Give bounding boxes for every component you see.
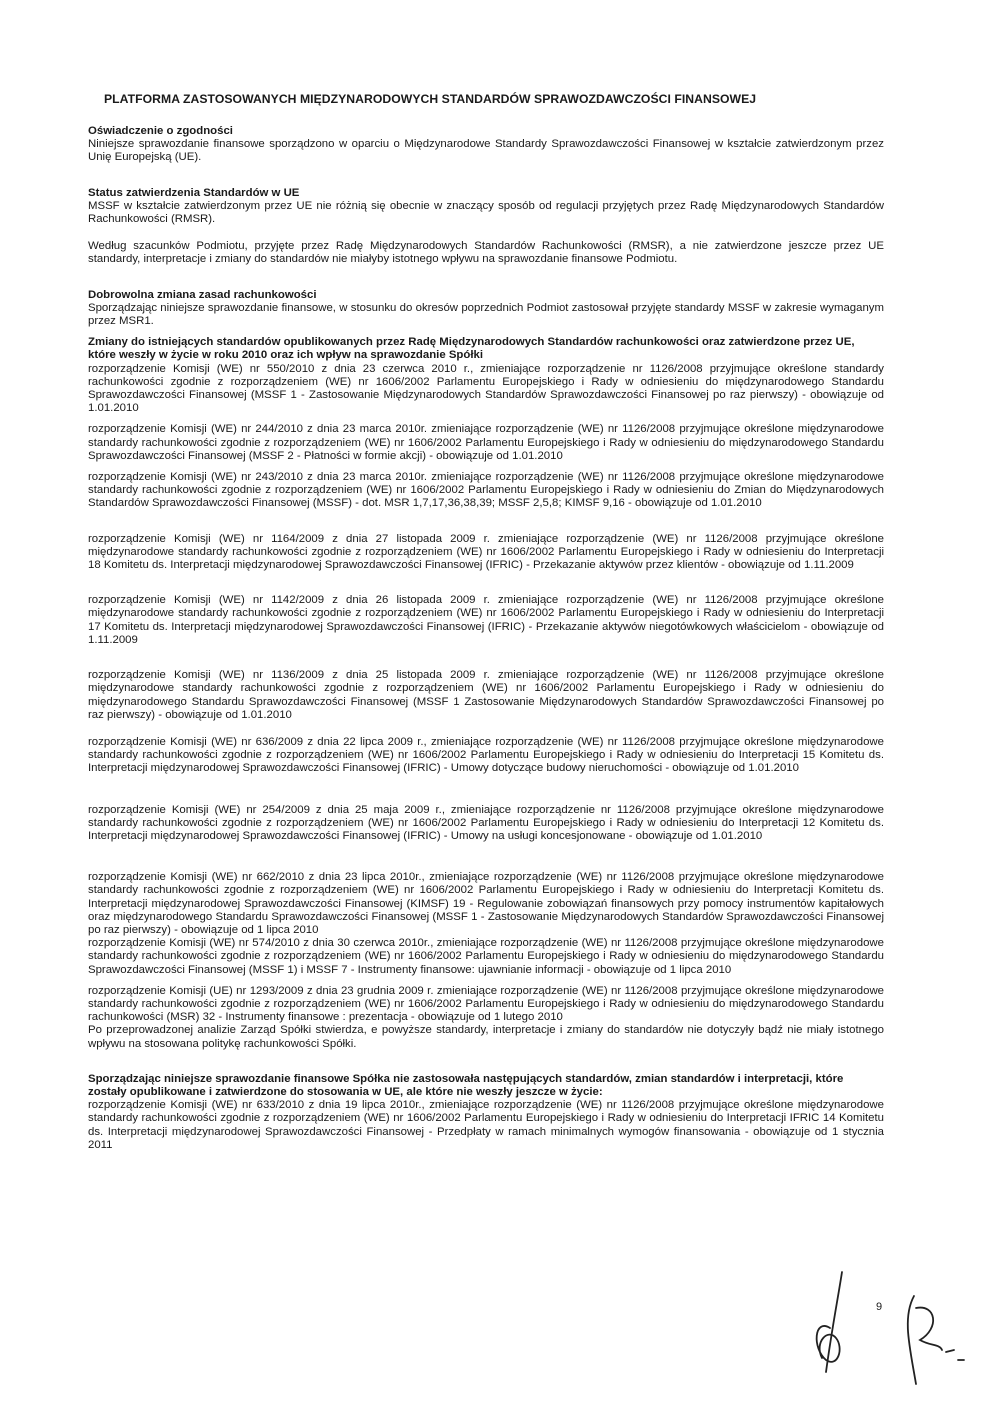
document-title: PLATFORMA ZASTOSOWANYCH MIĘDZYNARODOWYCH STANDARDÓW SPRAWOZDAWCZOŚCI FINANSOWEJ (104, 92, 757, 106)
regulation-item: rozporządzenie Komisji (WE) nr 574/2010 z dnia 30 czerwca 2010r., zmieniające rozporządzenie (WE) nr 1126/2008 przyjmujące określone międzynarodowe standardy rachunkowości zgodnie z rozporządzeniem (WE) nr 1606/2002 Parlamentu Europejskiego i Rady w odniesieniu do międzynarodowego Standardu Sprawozdawczości Finansowej (MSSF 1) i MSSF 7 - Instrumenty finansowe: ujawnianie informacji - obowiązuje od 1 lipca 2010 (88, 937, 884, 976)
paragraph: Sporządzając niniejsze sprawozdanie finansowe, w stosunku do okresów poprzednich Podmiot zastosował przyjęte standardy MSSF w zakresie wymaganym przez MSR1. (88, 301, 884, 328)
regulation-item: rozporządzenie Komisji (WE) nr 1164/2009 z dnia 27 listopada 2009 r. zmieniające rozporządzenie (WE) nr 1126/2008 przyjmujące określone międzynarodowe standardy rachunkowości zgodnie z rozporządzeniem (WE) nr 1606/2002 Parlamentu Europejskiego i Rady w odniesieniu do Interpretacji 18 Komitetu ds. Interpretacji międzynarodowej Sprawozdawczości Finansowej (IFRIC) - Przekazanie aktywów przez klientów - obowiązuje od 1.11.2009 (88, 532, 884, 572)
paragraph: Według szacunków Podmiotu, przyjęte przez Radę Międzynarodowych Standardów Rachunkowości (RMSR), a nie zatwierdzone jeszcze przez UE standardy, interpretacje i zmiany do standardów nie miałyby istotnego wpływu na sprawozdanie finansowe Podmiotu. (88, 240, 884, 266)
section-title: Sporządzając niniejsze sprawozdanie finansowe Spółka nie zastosowała następujących standardów, zmian standardów i interpretacji, które zostały opublikowane i zatwierdzone do stosowania w UE, ale które nie weszły jeszcze w życie: (88, 1072, 844, 1098)
regulation-item: rozporządzenie Komisji (WE) nr 633/2010 z dnia 19 lipca 2010r., zmieniające rozporządzenie (WE) nr 1126/2008 przyjmujące określone międzynarodowe standardy rachunkowości zgodnie z rozporządzeniem (WE) nr 1606/2002 Parlamentu Europejskiego i Rady w odniesieniu do Interpretacji IFRIC 14 Komitetu ds. Interpretacji międzynarodowej Sprawozdawczości Finansowej - Przedpłaty w ramach minimalnych wymogów finansowania - obowiązuje od 1 stycznia 2011 (88, 1099, 884, 1151)
section-title: Status zatwierdzenia Standardów w UE (88, 186, 300, 199)
signature-mark (808, 1268, 868, 1378)
regulation-item: rozporządzenie Komisji (WE) nr 550/2010 z dnia 23 czerwca 2010 r., zmieniające rozporządzenie nr 1126/2008 przyjmujące określone standardy rachunkowości zgodnie z rozporządzeniem (WE) nr 1606/2002 Parlamentu Europejskiego i Rady w odniesieniu do międzynarodowego Standardu Sprawozdawczości Finansowej (MSSF 1 - Zastosowanie Międzynarodowych Standardów Sprawozdawczości Finansowej po raz pierwszy) - obowiązuje od 1.01.2010 (88, 362, 884, 415)
conclusion-paragraph: Po przeprowadzonej analizie Zarząd Spółki stwierdza, e powyższe standardy, interpretacje i zmiany do standardów nie dotyczyły bądź nie miały istotnego wpływu na stosowana politykę rachunkowości Spółki. (88, 1024, 884, 1050)
regulation-item: rozporządzenie Komisji (WE) nr 662/2010 z dnia 23 lipca 2010r., zmieniające rozporządzenie (WE) nr 1126/2008 przyjmujące określone międzynarodowe standardy rachunkowości zgodnie z rozporządzeniem (WE) nr 1606/2002 Parlamentu Europejskiego i Rady w odniesieniu do Interpretacji Komitetu ds. Interpretacji międzynarodowej Sprawozdawczości Finansowej (KIMSF) 19 - Regulowanie zobowiązań finansowych przy pomocy instrumentów kapitałowych oraz międzynarodowego Standardu Sprawozdawczości Finansowej (MSSF 1 - Zastosowanie Międzynarodowych Standardów Sprawozdawczości Finansowej po raz pierwszy) - obowiązuje od 1 lipca 2010 (88, 871, 884, 936)
section-not-applied (88, 1073, 884, 1152)
paragraph: Niniejsze sprawozdanie finansowe sporządzono w oparciu o Międzynarodowe Standardy Sprawozdawczości Finansowej w kształcie zatwierdzonym przez Unię Europejską (UE). (88, 138, 884, 164)
regulation-item: rozporządzenie Komisji (WE) nr 1142/2009 z dnia 26 listopada 2009 r. zmieniające rozporządzenie (WE) nr 1126/2008 przyjmujące określone międzynarodowe standardy rachunkowości zgodnie z rozporządzeniem (WE) nr 1606/2002 Parlamentu Europejskiego i Rady w odniesieniu do Interpretacji 17 Komitetu ds. Interpretacji międzynarodowej Sprawozdawczości Finansowej (IFRIC) - Przekazanie aktywów niegotówkowych właścicielom - obowiązuje od 1.11.2009 (88, 594, 884, 646)
page-number: 9 (876, 1301, 883, 1313)
regulation-item: rozporządzenie Komisji (WE) nr 254/2009 z dnia 25 maja 2009 r., zmieniające rozporządzenie nr 1126/2008 przyjmujące określone międzynarodowe standardy rachunkowości zgodnie z rozporządzeniem (WE) nr 1606/2002 Parlamentu Europejskiego i Rady w odniesieniu do Interpretacji 12 Komitetu ds. Interpretacji międzynarodowej Sprawozdawczości Finansowej (IFRIC) - Umowy na usługi koncesjonowane - obowiązuje od 1.01.2010 (88, 803, 884, 842)
regulation-item: rozporządzenie Komisji (WE) nr 243/2010 z dnia 23 marca 2010r. zmieniające rozporządzenie (WE) nr 1126/2008 przyjmujące określone międzynarodowe standardy rachunkowości zgodnie z rozporządzeniem (WE) nr 1606/2002 Parlamentu Europejskiego i Rady w odniesieniu do Zmian do Międzynarodowych Standardów Sprawozdawczości Finansowej (MSSF) - dot. MSR 1,7,17,36,38,39; MSSF 2,5,8; KIMSF 9,16 - obowiązuje od 1.01.2010 (88, 471, 884, 510)
section-title: Oświadczenie o zgodności (88, 125, 233, 137)
section-status (88, 187, 884, 267)
section-title: Dobrowolna zmiana zasad rachunkowości (88, 288, 317, 301)
regulation-item: rozporządzenie Komisji (WE) nr 244/2010 z dnia 23 marca 2010r. zmieniające rozporządzenie (WE) nr 1126/2008 przyjmujące określone międzynarodowe standardy rachunkowości zgodnie z rozporządzeniem (WE) nr 1606/2002 Parlamentu Europejskiego i Rady w odniesieniu do międzynarodowego Standardu Sprawozdawczości Finansowej (MSSF 2 - Płatności w formie akcji) - obowiązuje od 1.01.2010 (88, 423, 884, 462)
regulation-item: rozporządzenie Komisji (UE) nr 1293/2009 z dnia 23 grudnia 2009 r. zmieniające rozporządzenie (WE) nr 1126/2008 przyjmujące określone międzynarodowe standardy rachunkowości zgodnie z rozporządzeniem (WE) nr 1606/2002 Parlamentu Europejskiego i Rady w odniesieniu do międzynarodowego Standardu rachunkowości (MSR) 32 - Instrumenty finansowe : prezentacja - obowiązuje od 1 lutego 2010 (88, 984, 884, 1024)
regulation-item: rozporządzenie Komisji (WE) nr 636/2009 z dnia 22 lipca 2009 r., zmieniające rozporządzenie (WE) nr 1126/2008 przyjmujące określone międzynarodowe standardy rachunkowości zgodnie z rozporządzeniem (WE) nr 1606/2002 Parlamentu Europejskiego i Rady w odniesieniu do Interpretacji 15 Komitetu ds. Interpretacji międzynarodowej Sprawozdawczości Finansowej (IFRIC) - Umowy dotyczące budowy nieruchomości - obowiązuje od 1.01.2010 (88, 735, 884, 775)
section-compliance (88, 125, 884, 165)
section-voluntary-change (88, 289, 884, 329)
regulation-item: rozporządzenie Komisji (WE) nr 1136/2009 z dnia 25 listopada 2009 r. zmieniające rozporządzenie (WE) nr 1126/2008 przyjmujące określone międzynarodowe standardy rachunkowości zgodnie z rozporządzeniem (WE) nr 1606/2002 Parlamentu Europejskiego i Rady w odniesieniu do międzynarodowego Standardu Sprawozdawczości Finansowej (MSSF 1 Zastosowanie Międzynarodowych Standardów Sprawozdawczości Finansowej po raz pierwszy) - obowiązuje od 1.01.2010 (88, 669, 884, 721)
initials-mark (896, 1288, 966, 1388)
section-changes-2010 (88, 336, 884, 1051)
section-title: Zmiany do istniejących standardów opublikowanych przez Radę Międzynarodowych Standardów rachunkowości oraz zatwierdzone przez UE, które weszły w życie w roku 2010 oraz ich wpływ na sprawozdanie Spółki (88, 336, 855, 362)
paragraph: MSSF w kształcie zatwierdzonym przez UE nie różnią się obecnie w znaczący sposób od regulacji przyjętych przez Radę Międzynarodowych Standardów Rachunkowości (RMSR). (88, 199, 884, 226)
